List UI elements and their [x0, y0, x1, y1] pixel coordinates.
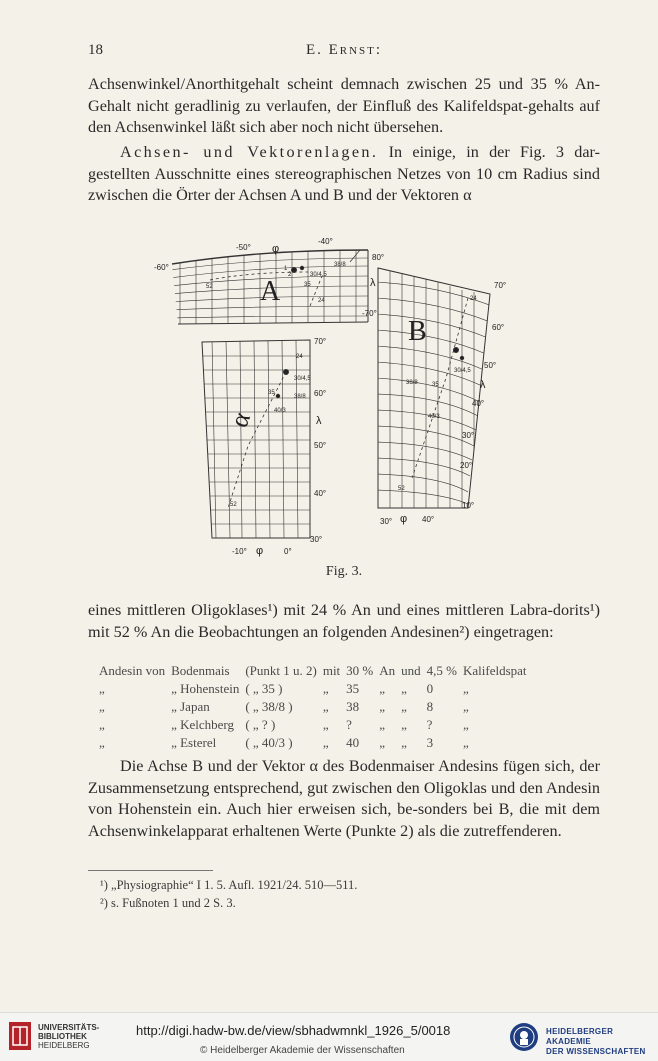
- b-label-40: 40°: [472, 399, 485, 408]
- table-cell: „: [322, 681, 329, 696]
- b-label-70: 70°: [494, 281, 507, 290]
- table-cell: „: [322, 699, 329, 714]
- b-point-52: 52: [398, 486, 405, 492]
- table-row: [96, 680, 530, 698]
- b-label-30: 30°: [462, 431, 475, 440]
- table-cell: „ Esterel: [171, 735, 217, 750]
- table-cell: „: [322, 717, 329, 732]
- a-label-minus70: -70°: [362, 309, 377, 318]
- a-point-30: 30/4,5: [310, 272, 327, 278]
- a-label-phi: φ: [272, 243, 280, 255]
- table-cell: „ Hohenstein: [171, 681, 240, 696]
- table-cell: An: [379, 663, 396, 678]
- alpha-label-60: 60°: [314, 389, 327, 398]
- table-cell: „: [463, 717, 469, 732]
- b-point-35: 35: [432, 382, 439, 388]
- b-label-phi: φ: [400, 513, 408, 525]
- table-cell: ?: [346, 717, 352, 732]
- table-row: [96, 698, 530, 716]
- alpha-point-52: 52: [230, 502, 237, 508]
- alpha-label-50: 50°: [314, 441, 327, 450]
- table-cell: 3: [426, 735, 434, 750]
- table-row: [96, 716, 530, 734]
- a-point-1: 1: [284, 266, 288, 272]
- table-cell: und: [401, 663, 421, 678]
- paragraph-2-text: In einige, in der Fig. 3 dar-gestellten Ausschnitte eines stereographischen Netzes von 10 cm Radius sind zwischen die Örter der Achsen A und B und der Vektoren α: [88, 143, 600, 204]
- b-label-60: 60°: [492, 323, 505, 332]
- a-label-minus40: -40°: [318, 237, 333, 246]
- b-label-lambda: λ: [480, 379, 486, 391]
- viewer-footer: [0, 1012, 658, 1061]
- table-cell: 30 %: [346, 663, 374, 678]
- table-cell: ?: [426, 717, 433, 732]
- alpha-label-lambda: λ: [316, 415, 322, 427]
- footnote-2: ²) s. Fußnoten 1 und 2 S. 3.: [100, 896, 236, 910]
- paragraph-2: [88, 142, 600, 207]
- page-number: 18: [88, 42, 103, 58]
- table-cell: ( „ 40/3 ): [245, 735, 293, 750]
- table-cell: „ Japan: [171, 699, 210, 714]
- panel-b-letter: B: [408, 316, 427, 347]
- alpha-point-40-3: 40/3: [274, 408, 286, 414]
- alpha-point-35: 35: [268, 390, 275, 396]
- section-heading: Achsen- und Vektorenlagen.: [120, 143, 379, 161]
- table-cell: „: [99, 681, 105, 696]
- table-cell: Andesin von: [99, 663, 166, 678]
- alpha-label-30: 30°: [310, 535, 323, 544]
- a-label-80: 80°: [372, 253, 385, 262]
- table-cell: 38: [346, 699, 360, 714]
- table-cell: Kalifeldspat: [463, 663, 527, 678]
- table-cell: mit: [322, 663, 341, 678]
- andesin-table: [96, 662, 530, 752]
- table-cell: „: [401, 699, 407, 714]
- a-point-35: 35: [304, 282, 311, 288]
- table-cell: „: [99, 735, 105, 750]
- table-cell: „: [401, 681, 407, 696]
- copyright-notice: © Heidelberger Akademie der Wissenschaften: [200, 1045, 405, 1056]
- paragraph-4: Die Achse B und der Vektor α des Bodenmaiser Andesins fügen sich, der Zusammensetzung entsprechend, gut zwischen den Oligoklas und den Andesin von Hohenstein ein. Auch hier erweisen sich, be-sonders bei B, die mit dem Achsenwinkelapparat erhaltenen Werte (Punkte 2) als die zutreffenderen.: [88, 757, 600, 840]
- table-cell: 0: [426, 681, 434, 696]
- table-row: [96, 734, 530, 752]
- footnote-1: ¹) „Physiographie“ I 1. 5. Aufl. 1921/24. 510—511.: [100, 878, 358, 892]
- b-point-30: 30/4,5: [454, 368, 471, 374]
- table-cell: ( „ ? ): [245, 717, 276, 732]
- table-cell: „: [463, 735, 469, 750]
- running-title: E. Ernst:: [305, 42, 383, 58]
- a-point-38-8: 38/8: [334, 262, 346, 268]
- alpha-label-phi: φ: [256, 545, 264, 557]
- b-point-40-3: 40/3: [428, 414, 440, 420]
- academy-name: HEIDELBERGER AKADEMIE DER WISSENSCHAFTEN: [546, 1027, 646, 1056]
- a-point-2: 2: [288, 272, 292, 278]
- table-cell: „: [99, 717, 105, 732]
- b-point-24: 24: [470, 296, 477, 302]
- table-cell: 4,5 %: [426, 663, 457, 678]
- b-label-30-bottom: 30°: [380, 517, 393, 526]
- table-cell: 35: [346, 681, 360, 696]
- b-label-40-bottom: 40°: [422, 515, 435, 524]
- a-label-lambda: λ: [370, 277, 376, 289]
- stereographic-net-figure: [150, 237, 530, 564]
- paragraph-3: eines mittleren Oligoklases¹) mit 24 % An und eines mittleren Labra-dorits¹) mit 52 % An die Beobachtungen an folgenden Andesinen²) eingetragen:: [88, 601, 600, 641]
- alpha-point-30: 30/4,5: [294, 376, 311, 382]
- alpha-label-70: 70°: [314, 337, 327, 346]
- table-cell: ( „ 35 ): [245, 681, 283, 696]
- a-point-52: 52: [206, 284, 213, 290]
- a-label-minus60: -60°: [154, 263, 169, 272]
- table-cell: „: [401, 717, 407, 732]
- panel-alpha-letter: α: [224, 408, 257, 432]
- alpha-point-38-8: 38/8: [294, 394, 306, 400]
- table-cell: 8: [426, 699, 434, 714]
- footnote-rule: [88, 870, 213, 871]
- table-cell: „: [379, 699, 386, 714]
- alpha-label-0: 0°: [284, 547, 292, 556]
- library-logo-icon: [8, 1021, 32, 1051]
- b-label-10: 10°: [462, 501, 475, 510]
- paragraph-1: Achsenwinkel/Anorthitgehalt scheint demnach zwischen 25 und 35 % An-Gehalt nicht geradlinig zu verlaufen, der Einfluß des Kalifeldspat-gehalts auf den Achsenwinkel läßt sich aber noch nicht übersehen.: [88, 75, 600, 136]
- panel-b-net: [376, 268, 492, 508]
- table-cell: ( „ 38/8 ): [245, 699, 293, 714]
- table-cell: (Punkt 1 u. 2): [245, 663, 317, 678]
- alpha-label-40: 40°: [314, 489, 327, 498]
- panel-alpha-net: [200, 340, 312, 538]
- table-cell: „: [401, 735, 407, 750]
- table-cell: „: [379, 717, 386, 732]
- a-label-minus50: -50°: [236, 243, 251, 252]
- academy-seal-icon: [509, 1022, 539, 1052]
- figure-caption: Fig. 3.: [325, 564, 363, 579]
- a-point-24: 24: [318, 298, 325, 304]
- table-cell: „: [99, 699, 105, 714]
- panel-a-letter: A: [260, 276, 281, 307]
- b-point-38-8: 38/8: [406, 380, 418, 386]
- library-name: UNIVERSITÄTS- BIBLIOTHEK HEIDELBERG: [38, 1023, 100, 1050]
- table-cell: „ Kelchberg: [171, 717, 235, 732]
- table-row: [96, 662, 530, 680]
- table-cell: „: [379, 681, 386, 696]
- table-cell: „: [322, 735, 329, 750]
- alpha-point-24: 24: [296, 354, 303, 360]
- table-cell: 40: [346, 735, 360, 750]
- permalink-url[interactable]: http://digi.hadw-bw.de/view/sbhadwmnkl_1926_5/0018: [136, 1023, 451, 1038]
- table-cell: Bodenmais: [171, 663, 230, 678]
- alpha-label-minus10: -10°: [232, 547, 247, 556]
- b-label-50: 50°: [484, 361, 497, 370]
- b-label-20: 20°: [460, 461, 473, 470]
- table-cell: „: [463, 681, 469, 696]
- table-cell: „: [463, 699, 469, 714]
- table-cell: „: [379, 735, 386, 750]
